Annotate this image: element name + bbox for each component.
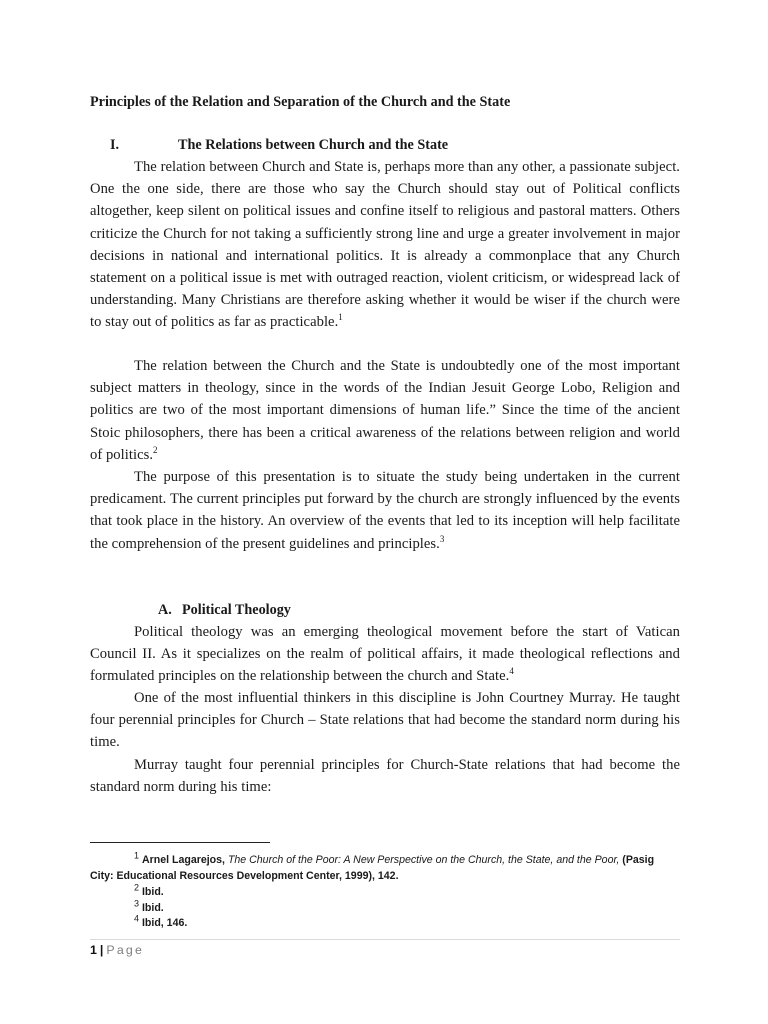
paragraph xyxy=(90,754,680,798)
footnote-author: Arnel Lagarejos, xyxy=(141,854,225,866)
footnote-work: The Church of the Poor: A New Perspective on the Church, the State, and the Poor, xyxy=(227,854,620,866)
document-title: Principles of the Relation and Separation of the Church and the State xyxy=(90,94,511,110)
page-number: 1 xyxy=(90,943,97,957)
paragraph xyxy=(90,621,680,688)
footer-divider: | xyxy=(99,943,104,957)
footnote-ref: 1 xyxy=(338,312,343,323)
page-label: Page xyxy=(106,943,145,957)
footnote-ref: 4 xyxy=(509,666,514,677)
footnote xyxy=(90,884,680,900)
paragraph-text: The purpose of this presentation is to situate the study being undertaken in the current predicament. The current principles put forward by the church are strongly influenced by the events that took place in the history. An overview of the events that led to its inception will help facilitate the comprehension of the present guidelines and principles. xyxy=(90,469,680,552)
footnote xyxy=(90,915,680,931)
footnote-ref: 3 xyxy=(439,533,445,544)
footnote-text: Ibid. xyxy=(141,886,164,898)
subsection-heading xyxy=(90,602,680,619)
paragraph xyxy=(90,466,680,555)
footnote xyxy=(90,900,680,916)
section-heading xyxy=(90,137,680,154)
footnote-publication: (Pasig City: Educational Resources Development Center, 1999), 142. xyxy=(90,854,655,883)
paragraph xyxy=(90,687,680,754)
footer-separator xyxy=(90,939,680,940)
footnote-number: 3 xyxy=(134,898,140,909)
subsection-number: A. xyxy=(158,602,172,618)
paragraph-text: Political theology was an emerging theological movement before the start of Vatican Council II. As it specializes on the realm of political affairs, it made theological reflections and formulated principles on the relationship between the church and State. xyxy=(90,624,680,685)
footnote-text: Ibid. xyxy=(141,902,164,914)
paragraph-text: The relation between Church and State is, perhaps more than any other, a passionate subject. One the one side, there are those who say the Church should stay out of Political conflicts altogether, keep silent on political issues and confine itself to religious and pastoral matters. Others criticize the Church for not taking a sufficiently strong line and urge a greater involvement in major decisions in national and international politics. It is already a commonplace that any Church statement on a political issue is met with outraged reaction, violent criticism, or widespread lack of understanding. Many Christians are therefore asking whether it would be wiser if the church were to stay out of politics as far as practicable. xyxy=(90,159,680,331)
footnote-number: 4 xyxy=(134,913,140,924)
footnote xyxy=(90,852,680,884)
paragraph xyxy=(90,355,680,466)
footnote-number: 2 xyxy=(134,882,140,893)
paragraph-text: One of the most influential thinkers in this discipline is John Courtney Murray. He taught four perennial principles for Church – State relations that had become the standard norm during his time. xyxy=(90,690,680,751)
section-title: The Relations between Church and the State xyxy=(178,137,449,153)
paragraph-text: The relation between the Church and the State is undoubtedly one of the most important subject matters in theology, since in the words of the Indian Jesuit George Lobo, Religion and politics are two of the most important dimensions of human life.” Since the time of the ancient Stoic philosophers, there has been a critical awareness of the relations between religion and world of politics. xyxy=(90,358,680,463)
paragraph xyxy=(90,156,680,334)
footnote-separator xyxy=(90,842,270,843)
footnote-text: Ibid, 146. xyxy=(141,917,188,929)
subsection-title: Political Theology xyxy=(182,602,291,618)
page-footer xyxy=(90,943,144,957)
footnote-ref: 2 xyxy=(153,444,158,455)
footnote-number: 1 xyxy=(134,850,140,861)
paragraph-text: Murray taught four perennial principles for Church-State relations that had become the standard norm during his time: xyxy=(90,757,680,796)
section-number: I. xyxy=(110,137,120,153)
